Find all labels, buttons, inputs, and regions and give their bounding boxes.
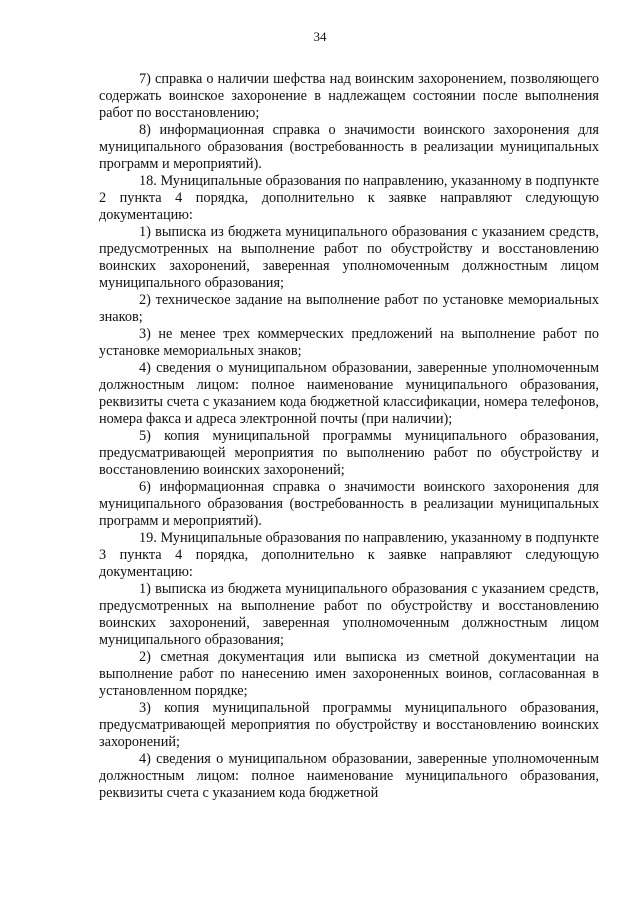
paragraph-18-item-4: 4) сведения о муниципальном образовании, заверенные уполномоченным должностным лицом: полное наименование муниципального образования, реквизиты счета с указанием кода бюджетной классификации, номера телефонов, номера факса и адреса электронной почты (при наличии); <box>99 360 599 427</box>
document-body <box>99 71 599 802</box>
paragraph-section-19: 19. Муниципальные образования по направлению, указанному в подпункте 3 пункта 4 порядка, дополнительно к заявке направляют следующую документацию: <box>99 530 599 580</box>
paragraph-19-item-1: 1) выписка из бюджета муниципального образования с указанием средств, предусмотренных на выполнение работ по обустройству и восстановлению воинских захоронений, заверенная уполномоченным должностным лицом муниципального образования; <box>99 581 599 648</box>
paragraph-section-18: 18. Муниципальные образования по направлению, указанному в подпункте 2 пункта 4 порядка, дополнительно к заявке направляют следующую документацию: <box>99 173 599 223</box>
paragraph-18-item-2: 2) техническое задание на выполнение работ по установке мемориальных знаков; <box>99 292 599 325</box>
paragraph-item-8: 8) информационная справка о значимости воинского захоронения для муниципального образования (востребованность в реализации муниципальных программ и мероприятий). <box>99 122 599 172</box>
paragraph-18-item-5: 5) копия муниципальной программы муниципального образования, предусматривающей мероприятия по выполнению работ по обустройству и восстановлению воинских захоронений; <box>99 428 599 478</box>
paragraph-19-item-4: 4) сведения о муниципальном образовании, заверенные уполномоченным должностным лицом: полное наименование муниципального образования, реквизиты счета с указанием кода бюджетной <box>99 751 599 801</box>
paragraph-19-item-2: 2) сметная документация или выписка из сметной документации на выполнение работ по нанесению имен захороненных воинов, согласованная в установленном порядке; <box>99 649 599 699</box>
paragraph-18-item-6: 6) информационная справка о значимости воинского захоронения для муниципального образования (востребованность в реализации муниципальных программ и мероприятий). <box>99 479 599 529</box>
paragraph-18-item-1: 1) выписка из бюджета муниципального образования с указанием средств, предусмотренных на выполнение работ по обустройству и восстановлению воинских захоронений, заверенная уполномоченным должностным лицом муниципального образования; <box>99 224 599 291</box>
page-number: 34 <box>313 29 327 44</box>
paragraph-item-7: 7) справка о наличии шефства над воинским захоронением, позволяющего содержать воинское захоронение в надлежащем состоянии после выполнения работ по восстановлению; <box>99 71 599 121</box>
paragraph-18-item-3: 3) не менее трех коммерческих предложений на выполнение работ по установке мемориальных знаков; <box>99 326 599 359</box>
paragraph-19-item-3: 3) копия муниципальной программы муниципального образования, предусматривающей мероприятия по обустройству и восстановлению воинских захоронений; <box>99 700 599 750</box>
